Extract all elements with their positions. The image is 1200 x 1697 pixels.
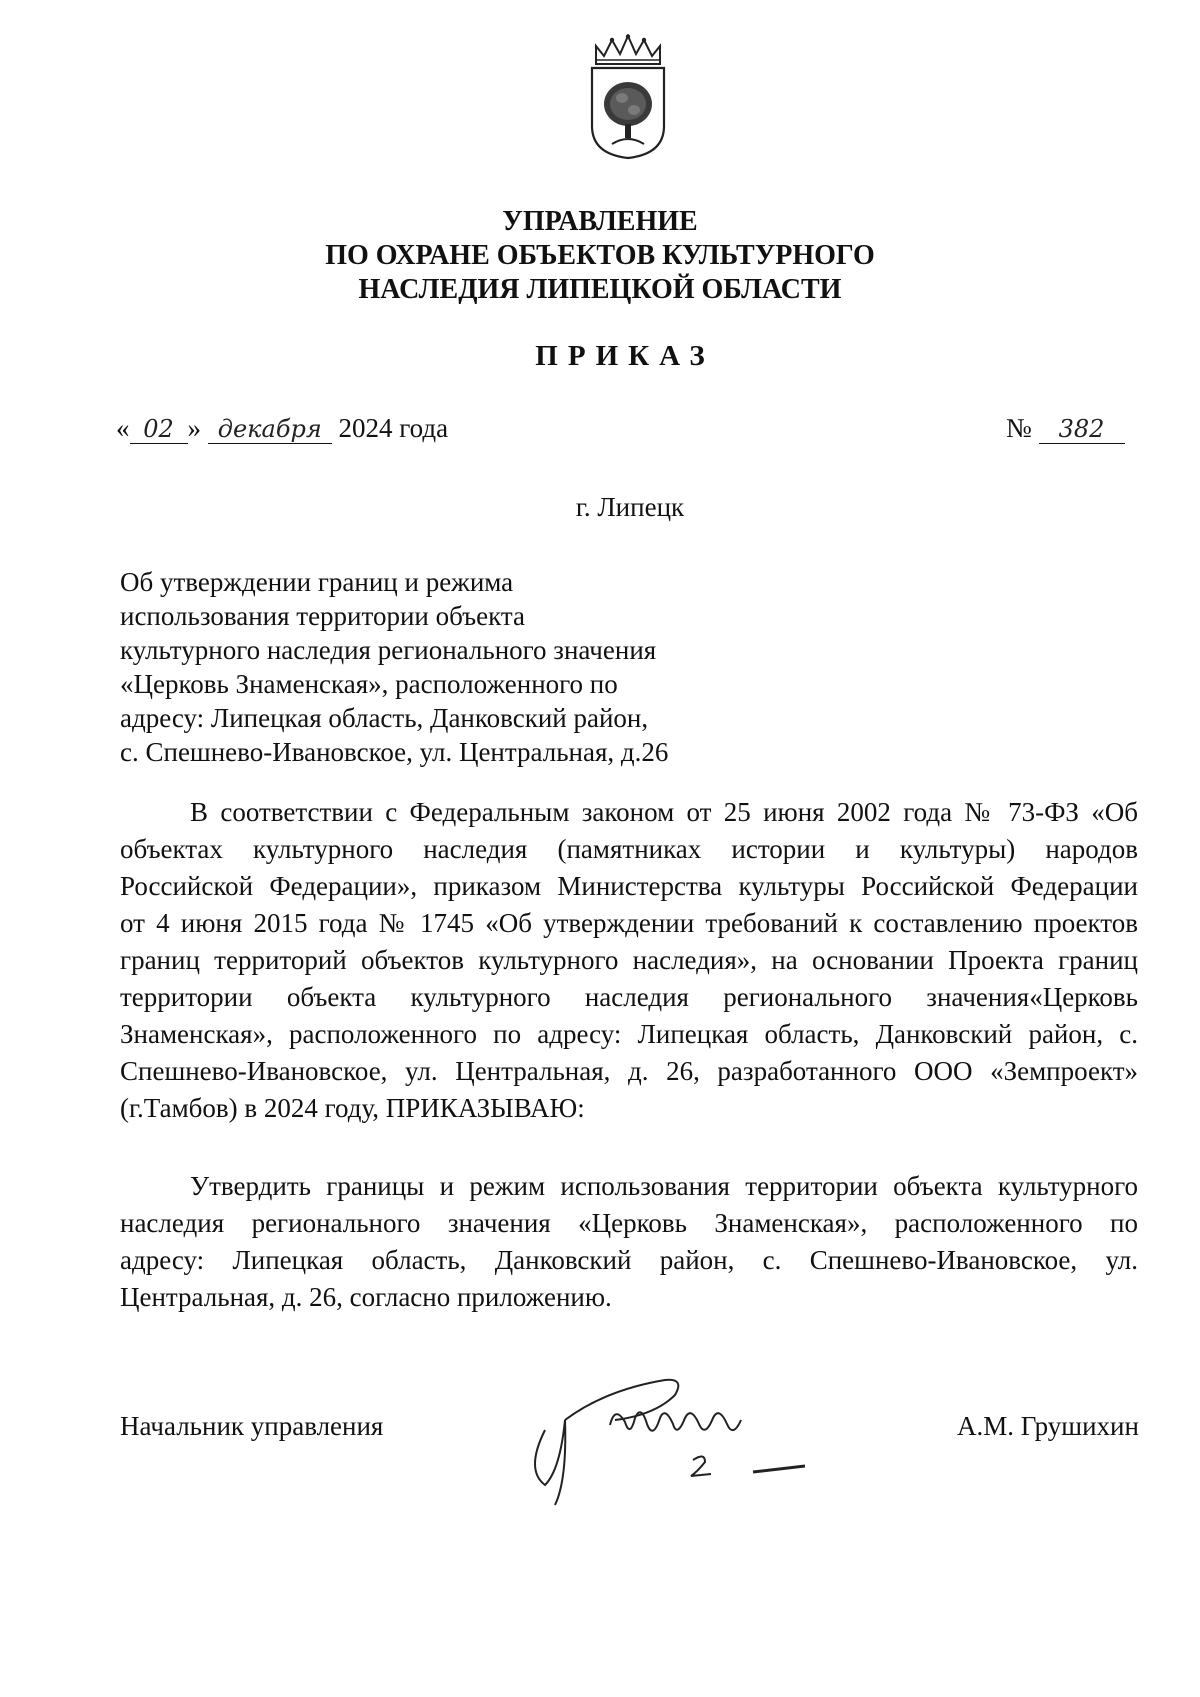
document-type-title: ПРИКАЗ (535, 340, 715, 372)
body-paragraph-2 (120, 1168, 1138, 1316)
paragraph-line: объектах культурного наследия (памятниках истории и культуры) народов (120, 834, 1138, 864)
paragraph-line: границ территорий объектов культурного наследия», на основании Проекта границ (120, 945, 1138, 975)
order-number (1006, 413, 1125, 444)
paragraph-line: Российской Федерации», приказом Министерства культуры Российской Федерации (120, 871, 1138, 901)
header-line-3: НАСЛЕДИЯ ЛИПЕЦКОЙ ОБЛАСТИ (358, 274, 842, 305)
date-year: 2024 года (338, 413, 449, 443)
number-sign: № (1006, 413, 1032, 443)
subject-line: культурного наследия регионального значения (120, 635, 657, 665)
header-line-1: УПРАВЛЕНИЕ (502, 206, 698, 237)
number-value: 382 (1039, 415, 1125, 444)
date-open-quote: « (116, 413, 130, 443)
date-close-quote: » (187, 413, 201, 443)
paragraph-line: В соответствии с Федеральным законом от 25 июня 2002 года № 73-ФЗ «Об (190, 797, 1138, 827)
paragraph-line: Знаменская», расположенного по адресу: Липецкая область, Данковский район, с. (120, 1019, 1138, 1049)
subject-line: адресу: Липецкая область, Данковский район, (120, 703, 649, 733)
paragraph-line: (г.Тамбов) в 2024 году, ПРИКАЗЫВАЮ: (120, 1093, 585, 1123)
paragraph-line: Центральная, д. 26, согласно приложению. (120, 1282, 612, 1312)
organization-header (0, 205, 1200, 307)
paragraph-line: территории объекта культурного наследия регионального значения«Церковь (120, 982, 1138, 1012)
subject-line: использования территории объекта (120, 601, 525, 631)
body-paragraph-1 (120, 794, 1138, 1127)
order-subject (120, 565, 668, 769)
signatory-name: А.М. Грушихин (957, 1411, 1139, 1441)
paragraph-line: Утвердить границы и режим использования территории объекта культурного (190, 1171, 1138, 1201)
paragraph-line: наследия регионального значения «Церковь Знаменская», расположенного по (120, 1208, 1138, 1238)
signatory-position: Начальник управления (120, 1411, 384, 1441)
paragraph-line: адресу: Липецкая область, Данковский район, с. Спешнево-Ивановское, ул. (120, 1245, 1138, 1275)
paragraph-line: от 4 июня 2015 года № 1745 «Об утверждении требований к составлению проектов (120, 908, 1138, 938)
paragraph-line: Спешнево-Ивановское, ул. Центральная, д. 26, разработанного ООО «Земпроект» (120, 1056, 1138, 1086)
subject-line: Об утверждении границ и режима (120, 567, 514, 597)
date-day: 02 (130, 415, 188, 444)
date-month: декабря (208, 415, 332, 444)
handwritten-signature (515, 1360, 855, 1510)
order-date (116, 413, 448, 444)
city-line: г. Липецк (575, 492, 685, 522)
header-line-2: ПО ОХРАНЕ ОБЪЕКТОВ КУЛЬТУРНОГО (325, 240, 875, 271)
coat-of-arms-icon (582, 34, 674, 162)
subject-line: с. Спешнево-Ивановское, ул. Центральная, д.26 (120, 737, 669, 767)
subject-line: «Церковь Знаменская», расположенного по (120, 669, 618, 699)
